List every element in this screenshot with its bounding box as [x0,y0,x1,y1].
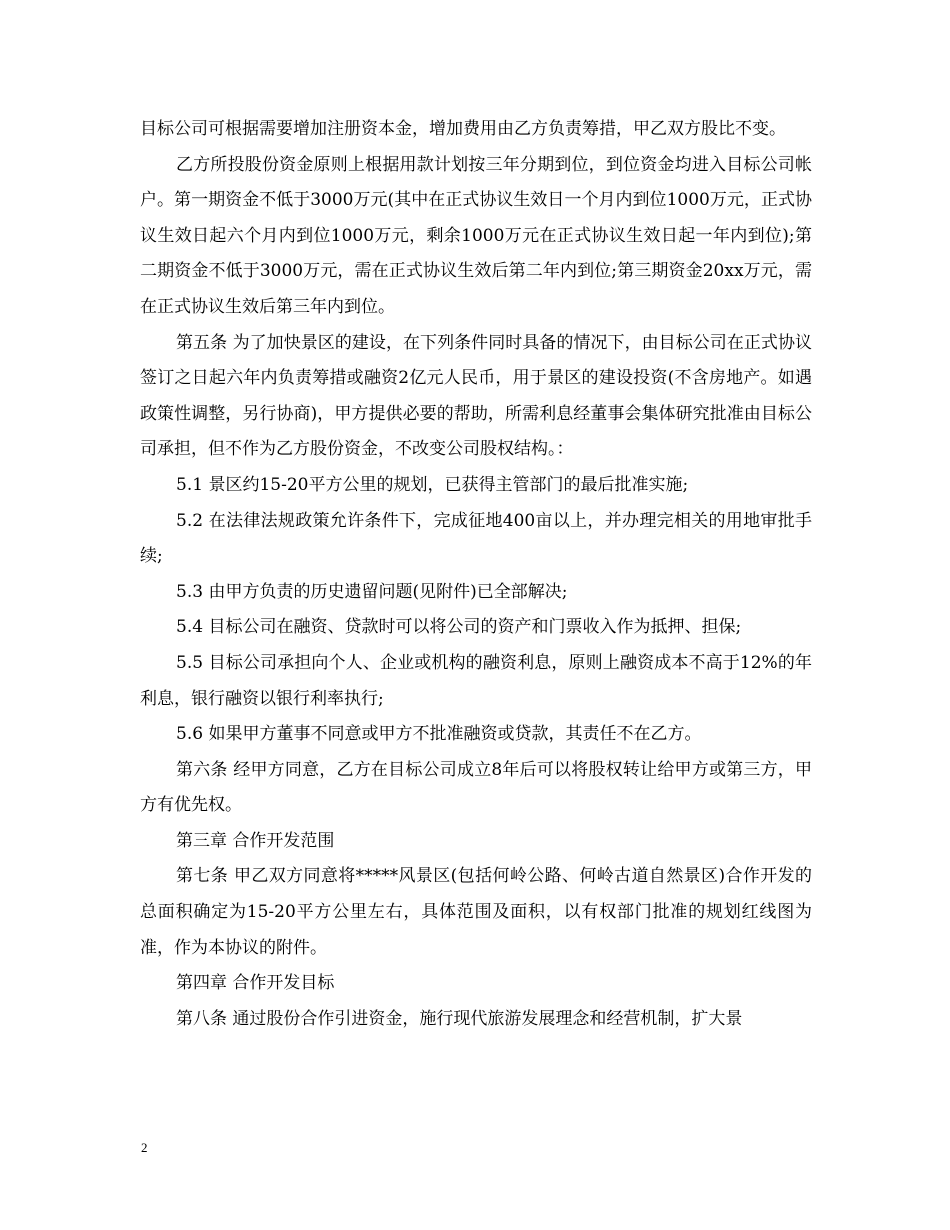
chapter-heading-3: 第三章 合作开发范围 [176,830,335,851]
clause-5-4: 5.4 目标公司在融资、贷款时可以将公司的资产和门票收入作为抵押、担保; [176,617,742,638]
clause-5-3: 5.3 由甲方负责的历史遗留问题(见附件)已全部解决; [176,581,568,602]
clause-5-6: 5.6 如果甲方董事不同意或甲方不批准融资或贷款，其责任不在乙方。 [176,724,702,745]
clause-5-5: 5.5 目标公司承担向个人、企业或机构的融资利息，原则上融资成本不高于12%的年利息，银行融资以银行利率执行; [140,652,812,709]
clause-5-2: 5.2 在法律法规政策允许条件下，完成征地400亩以上，并办理完相关的用地审批手续; [140,510,812,567]
paragraph: 目标公司可根据需要增加注册资本金，增加费用由乙方负责筹措，甲乙双方股比不变。 [140,119,786,139]
page-number: 2 [141,1140,148,1155]
paragraph-article-7: 第七条 甲乙双方同意将*****风景区(包括何岭公路、何岭古道自然景区)合作开发的总面积确定为15-20平方公里左右，具体范围及面积，以有权部门批准的规划红线图为准，作为本协议的附件。 [140,866,812,958]
paragraph-article-8: 第八条 通过股份合作引进资金，施行现代旅游发展理念和经营机制，扩大景 [176,1008,743,1029]
body-text [140,112,812,1037]
paragraph-article-6: 第六条 经甲方同意，乙方在目标公司成立8年后可以将股权转让给甲方或第三方，甲方有优先权。 [140,759,812,816]
paragraph: 乙方所投股份资金原则上根据用款计划按三年分期到位，到位资金均进入目标公司帐户。第一期资金不低于3000万元(其中在正式协议生效日一个月内到位1000万元，正式协议生效日起六个月内到位1000万元，剩余1000万元在正式协议生效日起一年内到位);第二期资金不低于3000万元，需在正式协议生效后第二年内到位;第三期资金20xx万元，需在正式协议生效后第三年内到位。 [140,154,812,317]
clause-5-1: 5.1 景区约15-20平方公里的规划，已获得主管部门的最后批准实施; [176,474,689,495]
paragraph-article-5: 第五条 为了加快景区的建设，在下列条件同时具备的情况下，由目标公司在正式协议签订之日起六年内负责筹措或融资2亿元人民币，用于景区的建设投资(不含房地产。如遇政策性调整，另行协商)，甲方提供必要的帮助，所需利息经董事会集体研究批准由目标公司承担，但不作为乙方股份资金，不改变公司股权结构。： [140,332,812,460]
chapter-heading-4: 第四章 合作开发目标 [176,973,335,994]
